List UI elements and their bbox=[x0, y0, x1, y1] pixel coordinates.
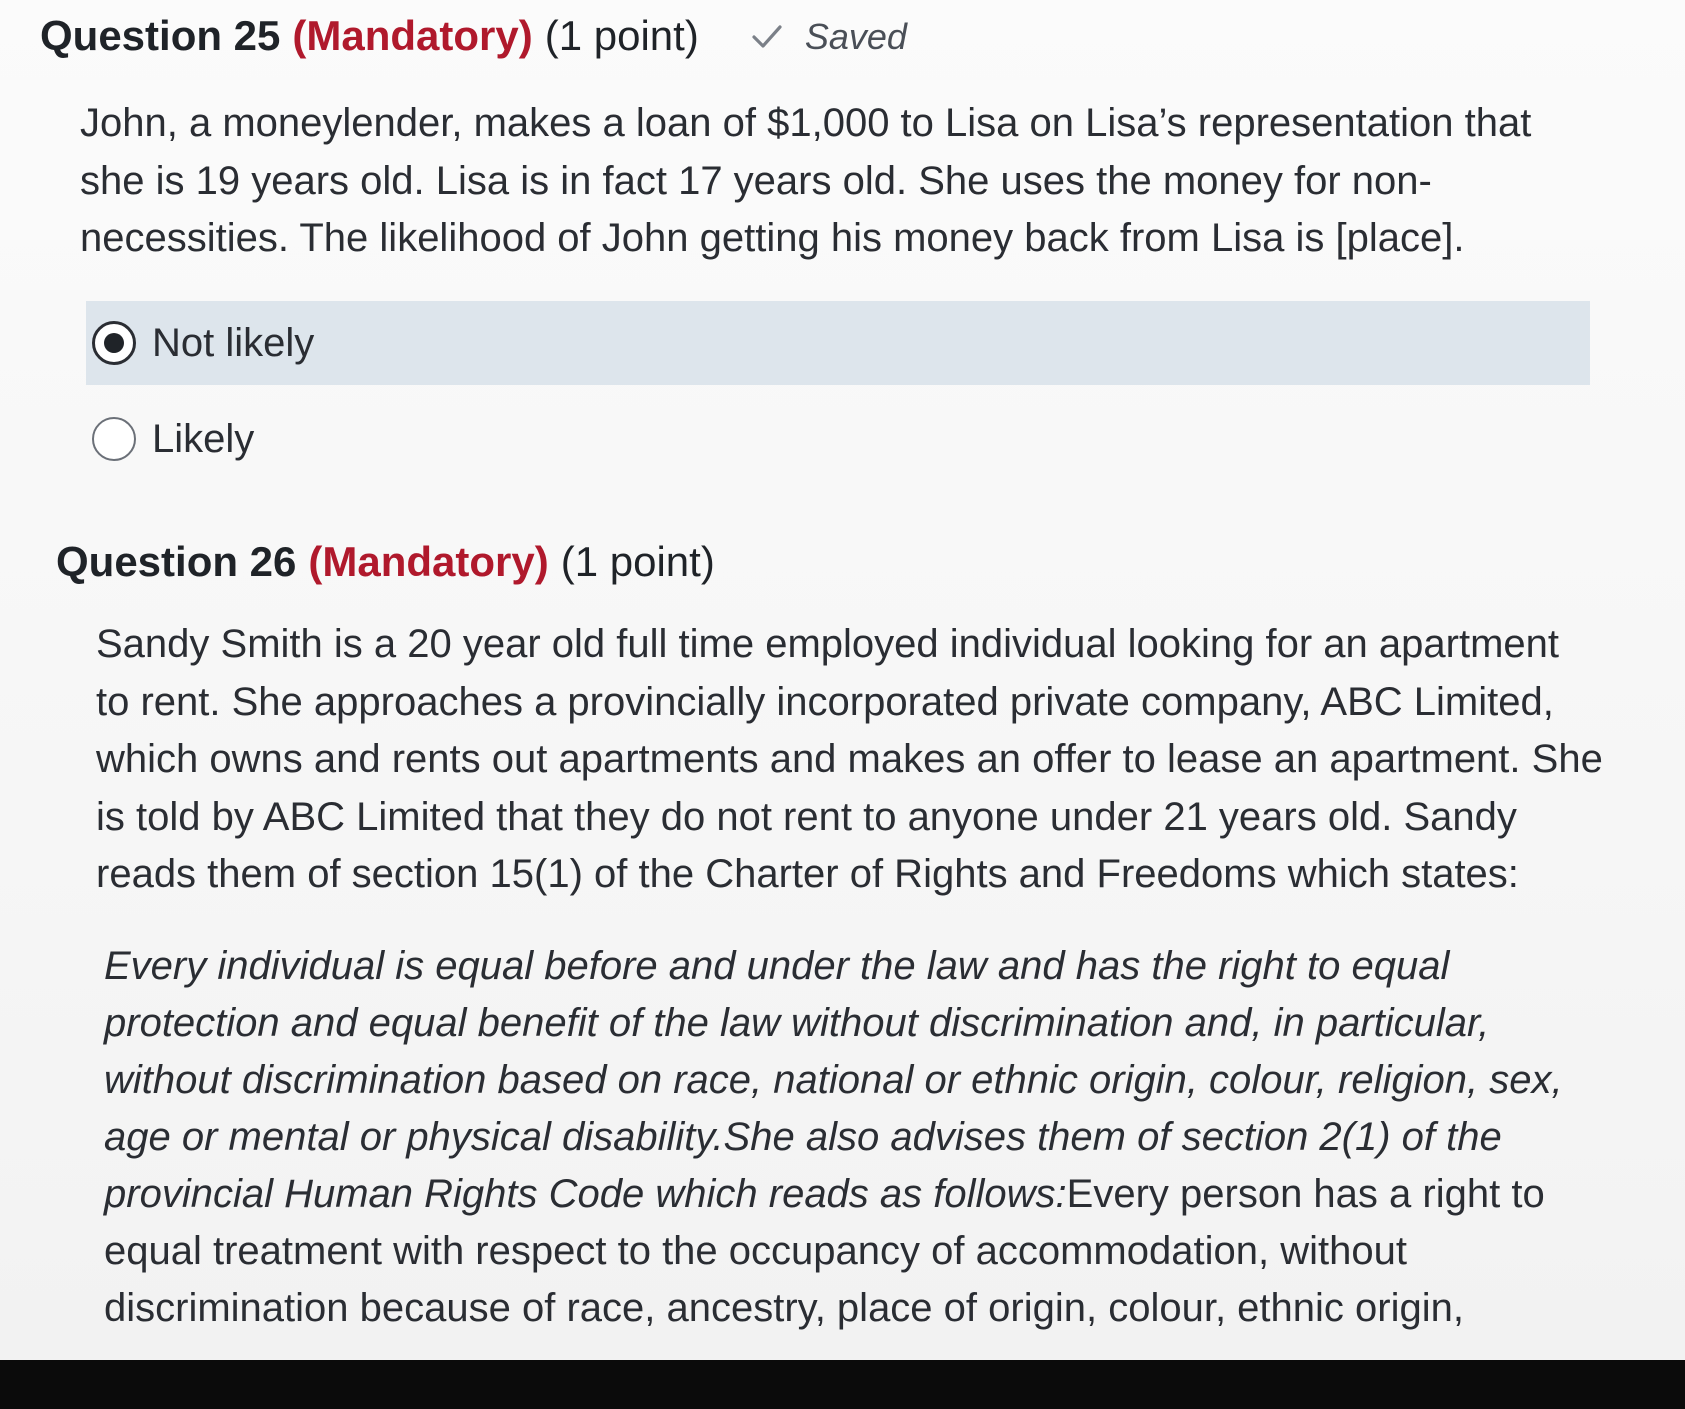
prompt-line: John, a moneylender, makes a loan of $1,000 to Lisa on Lisa’s representation that bbox=[80, 101, 1532, 145]
prompt-line: necessities. The likelihood of John getting his money back from Lisa is [place]. bbox=[80, 216, 1465, 260]
question-26-number: Question 26 bbox=[56, 538, 297, 585]
radio-button-selected[interactable] bbox=[92, 321, 136, 365]
prompt-line: to rent. She approaches a provincially incorporated private company, ABC Limited, bbox=[96, 679, 1554, 724]
radio-button[interactable] bbox=[92, 417, 136, 461]
prompt-line: Sandy Smith is a 20 year old full time employed individual looking for an apartment bbox=[96, 622, 1560, 666]
question-25-header bbox=[40, 12, 907, 60]
quote-line: Every individual is equal before and under the law and has the right to equal bbox=[104, 944, 1450, 988]
question-25-mandatory-label: (Mandatory) bbox=[292, 12, 533, 59]
checkmark-icon bbox=[751, 24, 783, 50]
radio-dot-icon bbox=[104, 333, 124, 353]
quote-line-mixed bbox=[104, 1166, 1563, 1223]
option-label: Not likely bbox=[152, 320, 315, 365]
prompt-line: which owns and rents out apartments and makes an offer to lease an apartment. She bbox=[96, 737, 1603, 781]
question-26-quote bbox=[104, 938, 1563, 1337]
question-26-header bbox=[56, 538, 715, 586]
option-likely[interactable] bbox=[86, 397, 1590, 481]
question-25-number: Question 25 bbox=[40, 12, 281, 59]
quote-italic-part: provincial Human Rights Code which reads as follows: bbox=[104, 1172, 1067, 1216]
prompt-line: reads them of section 15(1) of the Charter of Rights and Freedoms which states: bbox=[96, 852, 1519, 896]
question-26-mandatory-label: (Mandatory) bbox=[308, 538, 549, 585]
prompt-line: is told by ABC Limited that they do not rent to anyone under 21 years old. Sandy bbox=[96, 794, 1517, 839]
prompt-line: she is 19 years old. Lisa is in fact 17 years old. She uses the money for non- bbox=[80, 158, 1432, 203]
quote-line: discrimination because of race, ancestry, place of origin, colour, ethnic origin, bbox=[104, 1286, 1464, 1330]
question-25-points: (1 point) bbox=[544, 12, 699, 59]
quote-line: without discrimination based on race, national or ethnic origin, colour, religion, sex, bbox=[104, 1058, 1563, 1102]
question-26-points: (1 point) bbox=[560, 538, 715, 585]
saved-status bbox=[751, 16, 907, 58]
quote-line: age or mental or physical disability.She also advises them of section 2(1) of the bbox=[104, 1115, 1502, 1159]
quote-line: equal treatment with respect to the occupancy of accommodation, without bbox=[104, 1229, 1407, 1273]
question-25-prompt bbox=[80, 95, 1531, 268]
quote-line: protection and equal benefit of the law without discrimination and, in particular, bbox=[104, 1001, 1490, 1045]
question-26-prompt bbox=[96, 616, 1603, 904]
saved-label: Saved bbox=[804, 16, 907, 57]
option-not-likely[interactable] bbox=[86, 301, 1590, 385]
screen-bezel bbox=[0, 1360, 1685, 1409]
quote-plain-part: Every person has a right to bbox=[1066, 1172, 1545, 1216]
option-label: Likely bbox=[152, 416, 255, 461]
